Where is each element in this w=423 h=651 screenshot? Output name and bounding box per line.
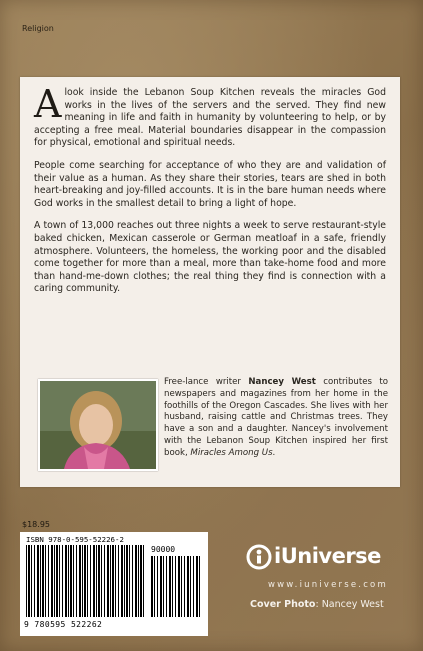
price-label: $18.95: [22, 520, 50, 529]
iuniverse-logo-icon: [246, 544, 272, 570]
book-title: Miracles Among Us: [190, 447, 273, 458]
text-panel: [20, 77, 400, 487]
category-label: Religion: [22, 24, 54, 33]
author-photo: [38, 379, 158, 471]
barcode-supplement-bars-icon: [151, 556, 201, 617]
cover-photo-label: Cover Photo: [250, 599, 316, 610]
blurb-paragraph-1-text: look inside the Lebanon Soup Kitchen reveals the miracles God works in the lives of the servers and the served. They find new meaning in life and faith in humanity by volunteering to help, or by accepting a free meal. Material boundaries disappear in the compassion for physical, emotional and spiritual needs.: [34, 87, 386, 149]
isbn-barcode: [20, 532, 208, 636]
publisher-website: www.iuniverse.com: [268, 580, 388, 590]
drop-cap: A: [34, 82, 62, 126]
publisher-logo-text: iUniverse: [274, 544, 381, 568]
isbn-text: ISBN 978-0-595-52226-2: [26, 535, 124, 544]
author-name: Nancey West: [248, 377, 316, 387]
publisher-logo: [246, 543, 396, 573]
author-bio-body: contributes to newspapers and magazines from her home in the foothills of the Oregon Cascades. She lives with her husband, raising cattle and Christmas trees. They have a son and a daughter. Nancey's involvement with the Lebanon Soup Kitchen inspired her first book,: [164, 377, 388, 458]
author-portrait-icon: [40, 381, 156, 469]
cover-photo-credit: [250, 599, 384, 610]
blurb-paragraph-3: A town of 13,000 reaches out three nights a week to serve restaurant-style baked chicken, Mexican casserole or German meatloaf in a safe, friendly atmosphere. Volunteers, the homeless, the working poor and the disabled come together for more than a meal, more than take-home food and more than hand-me-down clothes; the real thing they find is connection with a caring community.: [34, 220, 386, 295]
author-bio-lead: Free-lance writer: [164, 377, 249, 387]
author-bio-end: .: [272, 447, 276, 458]
cover-photo-name: Nancey West: [321, 599, 384, 610]
cover-photo-sep: :: [315, 599, 322, 610]
author-bio: [164, 377, 388, 460]
blurb-paragraph-1: [34, 82, 386, 150]
book-blurb: [34, 82, 386, 306]
barcode-bars-icon: [26, 545, 146, 617]
barcode-digits: 9 780595 522262: [24, 620, 103, 629]
barcode-supplement: 90000: [151, 545, 176, 554]
blurb-paragraph-2: People come searching for acceptance of who they are and validation of their value as a human. As they share their stories, tears are shed in both heart-breaking and joy-filled accounts. It is in the bare human needs where God works in the smallest detail to bring a light of hope.: [34, 159, 386, 209]
